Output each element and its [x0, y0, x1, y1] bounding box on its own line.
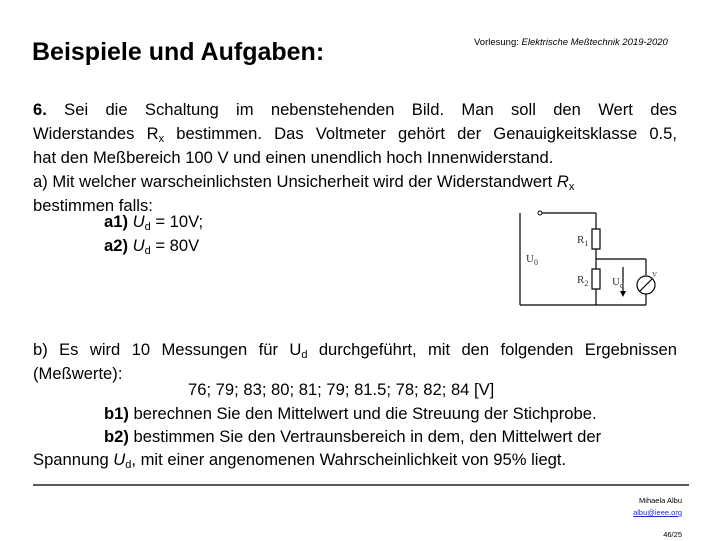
part-b-line-2: (Meßwerte):: [33, 364, 123, 383]
case-a2-value: = 80V: [150, 236, 200, 255]
footer-email-link[interactable]: albu@ieee.org: [633, 508, 682, 517]
case-a2-sub: d: [144, 245, 151, 257]
measurement-values: 76; 79; 83; 80; 81; 79; 81.5; 78; 82; 84 [V]: [188, 380, 495, 399]
case-a1-sub: d: [144, 221, 151, 233]
subtask-b2-label: b2): [104, 427, 129, 446]
case-a2-var: U: [132, 236, 145, 255]
subtask-b1-label: b1): [104, 404, 129, 423]
resistor-r2: [592, 269, 600, 289]
case-a1-var: U: [132, 212, 145, 231]
task-line-4-var: R: [556, 172, 569, 191]
label-ud: $U_d$: [612, 276, 624, 290]
part-b-last-a: Spannung: [33, 450, 114, 469]
label-r1: $R_1$: [577, 234, 589, 248]
course-name: Elektrische Meßtechnik 2019-2020: [521, 37, 668, 48]
task-line-1-text: Sei die Schaltung im nebenstehenden Bild. Man soll den Wert des: [64, 100, 677, 119]
case-a1-label: a1): [104, 212, 128, 231]
terminal-top: [538, 211, 542, 215]
part-b-last-sub: d: [125, 459, 132, 471]
task-line-4-sub: x: [568, 181, 575, 193]
footer-divider: [33, 484, 689, 486]
footer-author: Mihaela Albu: [639, 496, 682, 505]
case-a2-label: a2): [104, 236, 128, 255]
part-b-line-1-sub: d: [301, 349, 308, 361]
part-b-line-1-a: b) Es wird 10 Messungen für U: [33, 340, 302, 359]
part-b-line-1-b: durchgeführt, mit den folgenden Ergebnissen: [307, 340, 677, 359]
subtask-b2: [104, 427, 601, 447]
subtask-b1-text: berechnen Sie den Mittelwert und die Streuung der Stichprobe.: [128, 404, 597, 423]
case-a1: [104, 212, 203, 233]
ud-arrow-head: [620, 291, 626, 297]
case-a1-value: = 10V;: [150, 212, 204, 231]
task-line-1: [33, 98, 677, 122]
task-line-2-b: bestimmen. Das Voltmeter gehört der Genauigkeitsklasse 0.5,: [164, 124, 677, 143]
task-line-5: bestimmen falls:: [33, 196, 153, 215]
case-a2: [104, 236, 199, 257]
task-number: 6.: [33, 100, 47, 119]
course-header: [474, 37, 668, 48]
course-prefix: Vorlesung:: [474, 37, 522, 48]
part-b-last-line: [33, 450, 566, 471]
label-meter: V: [652, 271, 658, 279]
task-line-2-sub: x: [158, 133, 165, 145]
part-b-last-var: U: [113, 450, 126, 469]
circuit-diagram: [516, 205, 666, 317]
footer: [633, 495, 682, 541]
page-number: 46/25: [663, 530, 682, 539]
task-line-3: hat den Meßbereich 100 V und einen unendlich hoch Innenwiderstand.: [33, 148, 554, 167]
part-b-last-b: , mit einer angenomenen Wahrscheinlichkeit von 95% liegt.: [131, 450, 567, 469]
subtask-b2-text: bestimmen Sie den Vertraunsbereich in dem, den Mittelwert der: [128, 427, 602, 446]
subtask-b1: [104, 404, 597, 424]
slide-title: Beispiele und Aufgaben:: [32, 38, 325, 66]
label-r2: $R_2$: [577, 274, 589, 288]
task-line-4-a: a) Mit welcher warscheinlichsten Unsicherheit wird der Widerstandwert: [33, 172, 557, 191]
resistor-r1: [592, 229, 600, 249]
label-u0: $U_0$: [526, 253, 538, 267]
task-line-2-a: Widerstandes R: [33, 124, 159, 143]
